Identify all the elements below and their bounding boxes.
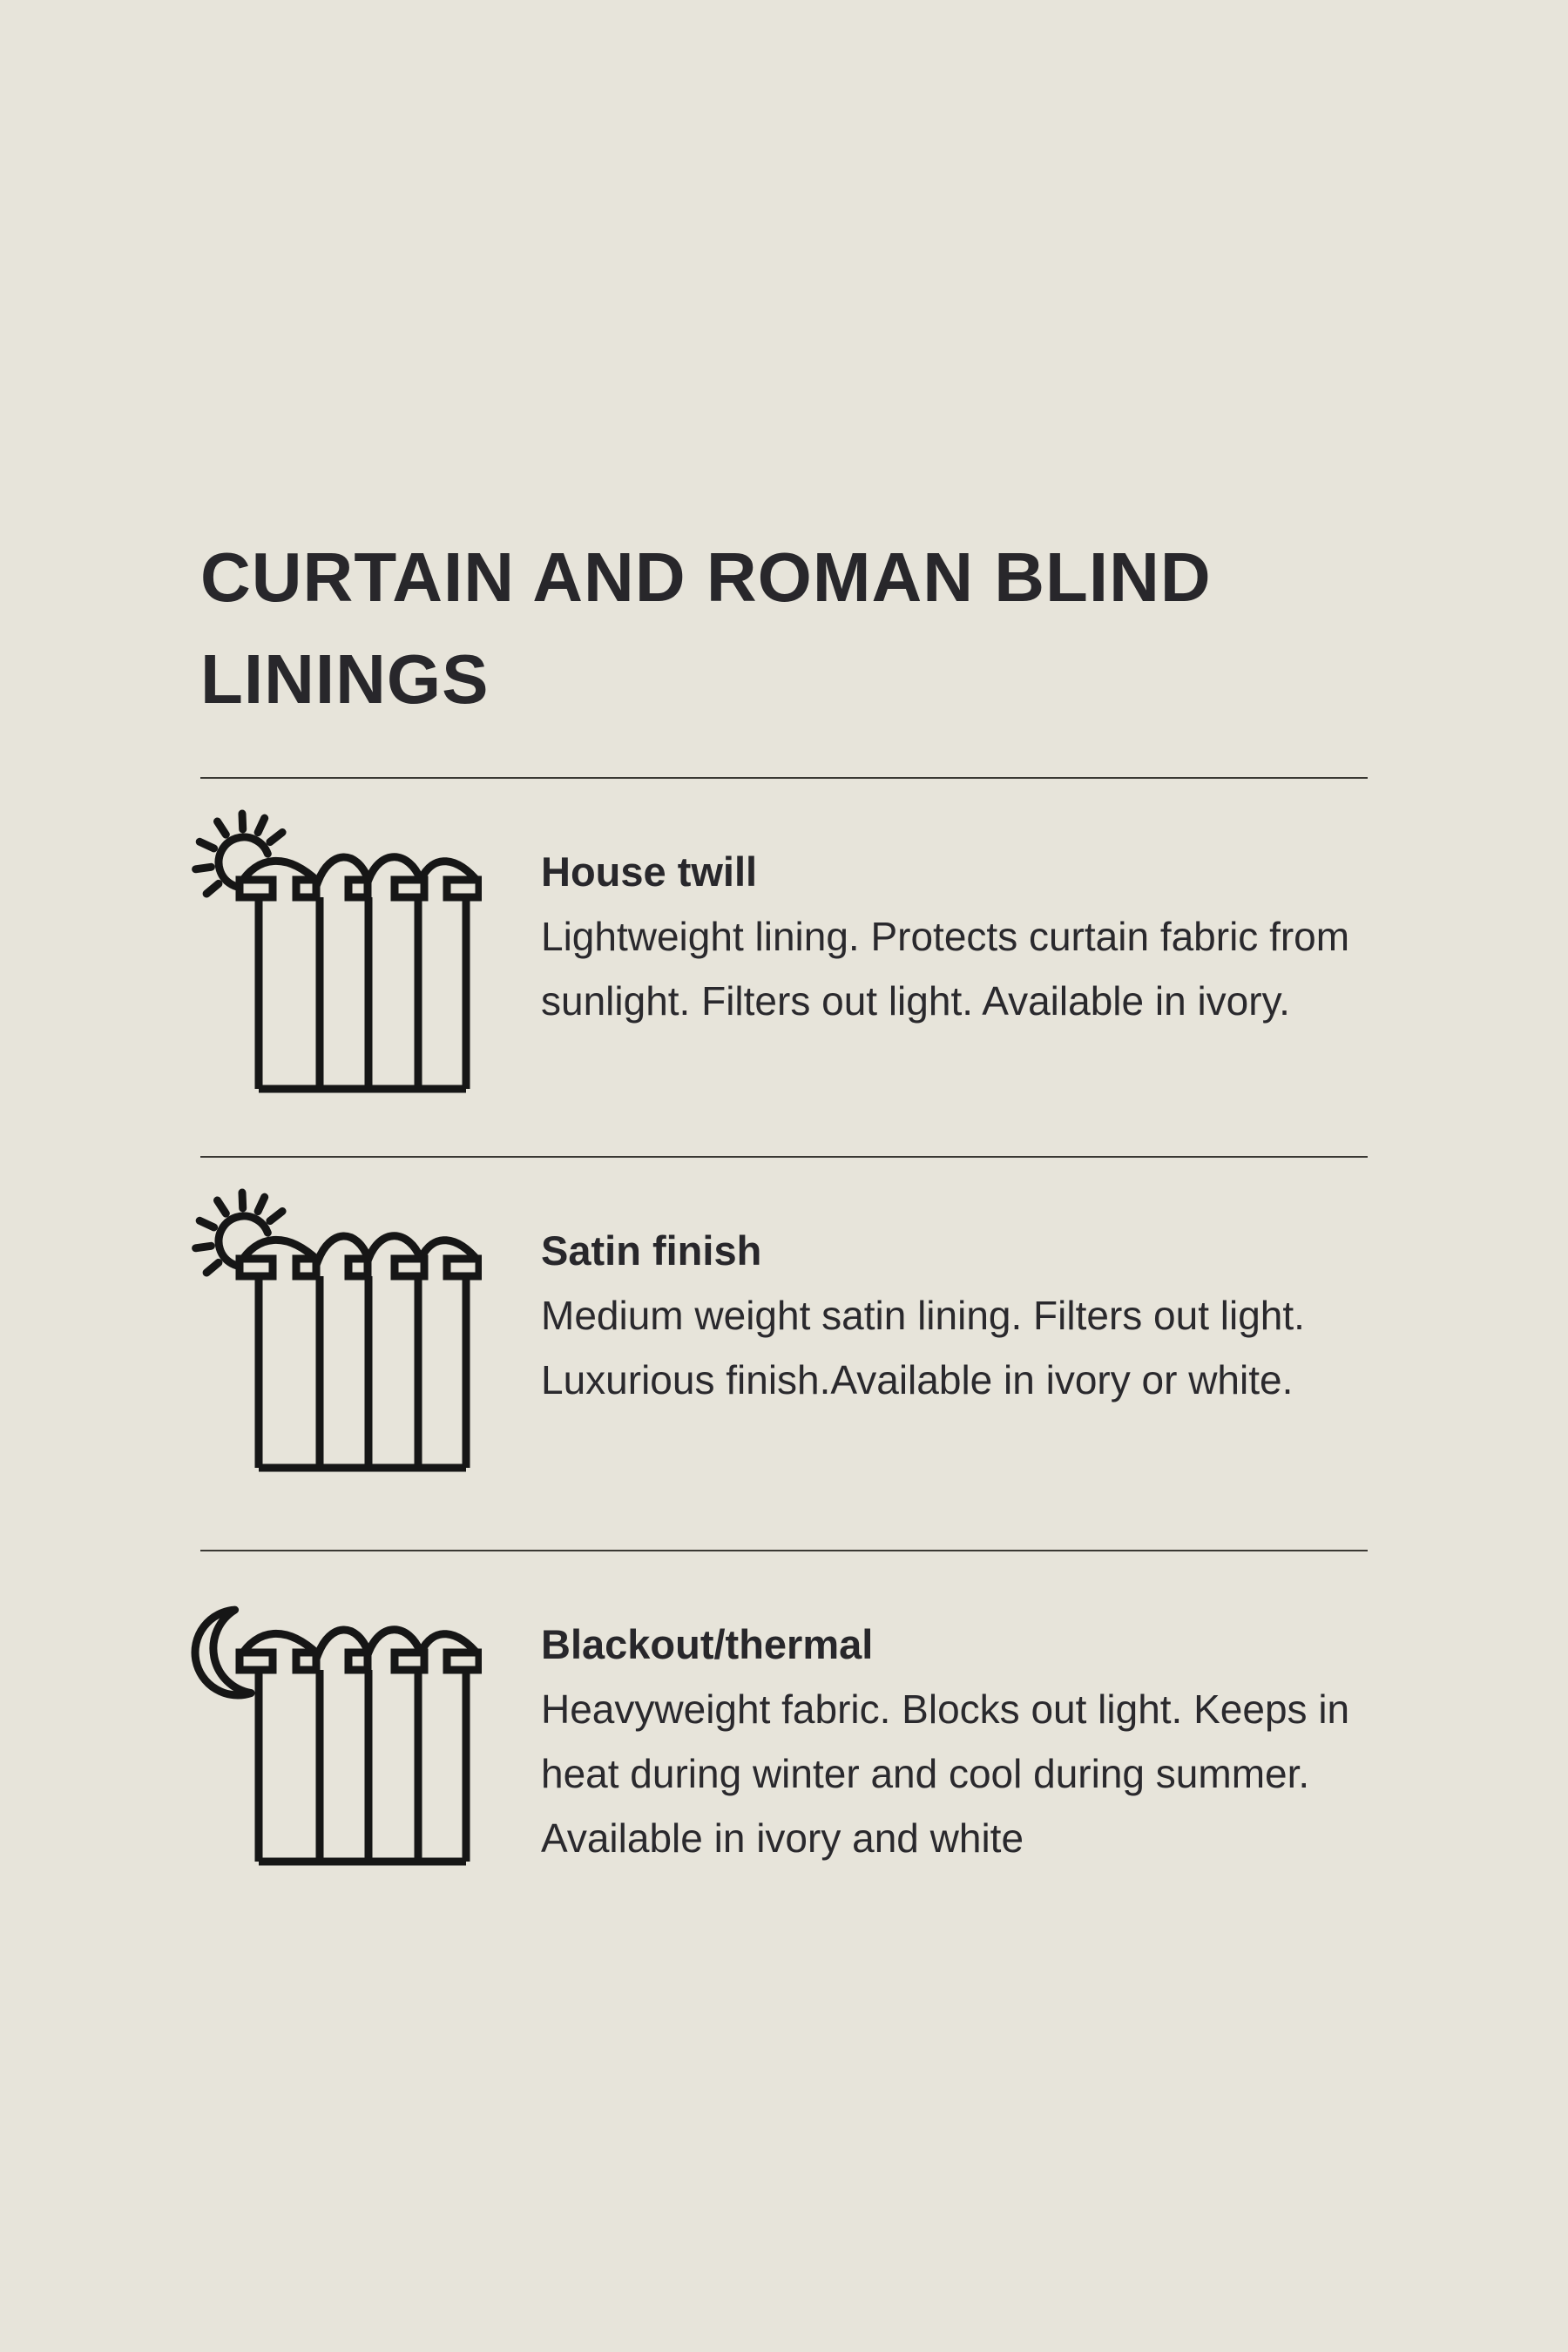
section-text bbox=[541, 1551, 1368, 1870]
section-satin-finish bbox=[200, 1156, 1368, 1550]
section-heading: Blackout/thermal bbox=[541, 1621, 874, 1667]
section-text bbox=[541, 1158, 1368, 1412]
section-blackout-thermal bbox=[200, 1550, 1368, 1870]
section-heading: House twill bbox=[541, 848, 758, 895]
curtain-with-sun-illustration bbox=[189, 805, 482, 1094]
section-body: Medium weight satin lining. Filters out light. Luxurious finish.Available in ivory or white. bbox=[541, 1293, 1305, 1402]
curtain-with-sun-illustration bbox=[189, 1184, 482, 1473]
section-house-twill bbox=[200, 777, 1368, 1156]
curtain-moon-icon bbox=[189, 1578, 482, 1867]
section-body: Heavyweight fabric. Blocks out light. Keeps in heat during winter and cool during summer. Available in ivory and white bbox=[541, 1686, 1350, 1861]
curtain-with-moon-illustration bbox=[189, 1578, 482, 1867]
linings-poster bbox=[200, 526, 1368, 1870]
page-title: CURTAIN AND ROMAN BLIND LININGS bbox=[200, 538, 1212, 718]
section-heading: Satin finish bbox=[541, 1227, 762, 1274]
curtain-sun-icon bbox=[189, 805, 482, 1094]
section-body: Lightweight lining. Protects curtain fabric from sunlight. Filters out light. Available in ivory. bbox=[541, 914, 1350, 1024]
section-text bbox=[541, 779, 1368, 1033]
curtain-sun-icon bbox=[189, 1184, 482, 1473]
